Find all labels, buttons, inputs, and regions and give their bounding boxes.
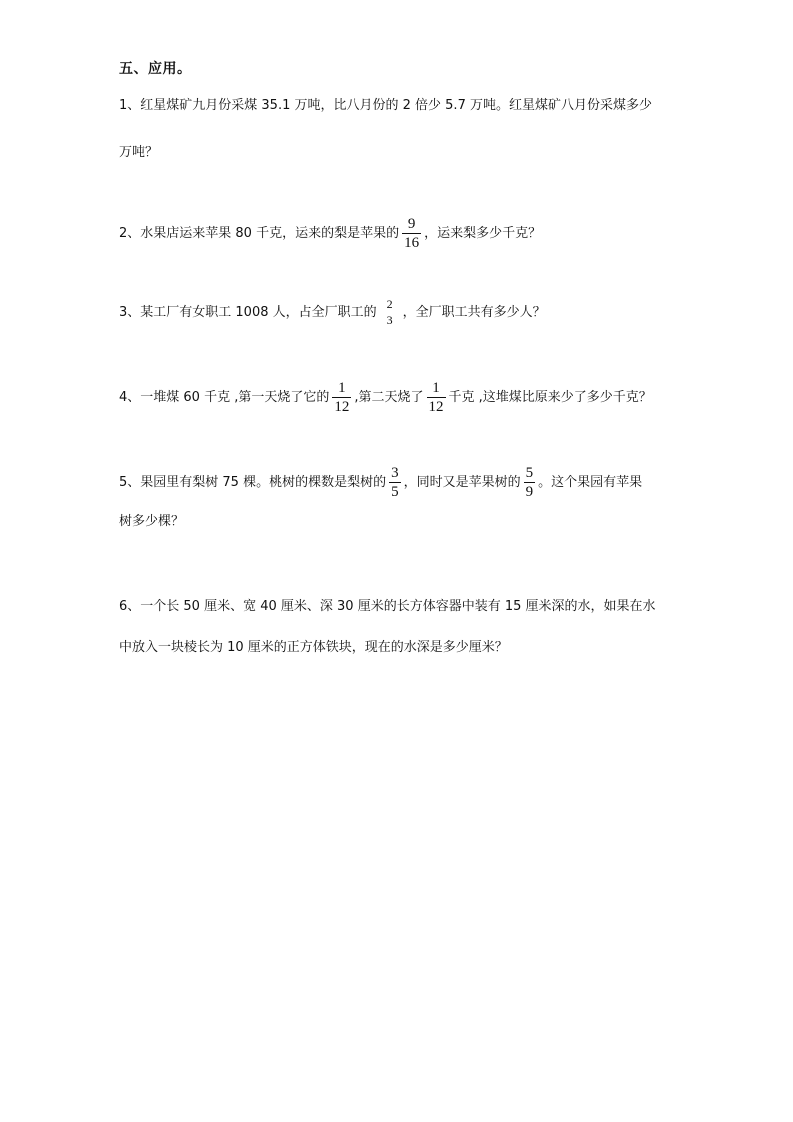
problem-number: 4、	[119, 389, 141, 405]
fraction	[402, 216, 421, 251]
fraction-denominator: 12	[334, 399, 350, 415]
fraction-numerator: 5	[525, 465, 534, 481]
problem-text: ,第二天烧了	[354, 389, 424, 405]
problem-text: 千克 ,这堆煤比原来少了多少千克？	[448, 389, 652, 405]
fraction-numerator: 1	[432, 380, 440, 396]
section-title: 五、应用。	[119, 61, 192, 77]
problem-3	[119, 298, 546, 327]
problem-text: 万吨？	[119, 145, 159, 160]
fraction	[524, 465, 536, 500]
problem-text: 果园里有梨树 75 棵。桃树的棵数是梨树的	[140, 474, 387, 490]
problem-text: ，全厂职工共有多少人？	[402, 304, 546, 320]
problem-number: 3、	[119, 304, 141, 320]
problem-number: 1、	[119, 98, 141, 113]
problem-text: 水果店运来苹果 80 千克，运来的梨是苹果的	[140, 225, 400, 241]
problem-text: 。这个果园有苹果	[538, 474, 643, 490]
problem-text: ，同时又是苹果树的	[403, 474, 521, 490]
problem-text: ，运来梨多少千克？	[424, 225, 542, 241]
problem-2	[119, 216, 541, 251]
fraction	[385, 298, 395, 327]
fraction-bar	[389, 482, 401, 483]
fraction-bar	[427, 397, 446, 398]
problem-5-line-2	[119, 514, 184, 530]
fraction-denominator: 3	[386, 313, 393, 327]
problem-6-line-1	[119, 599, 656, 615]
problem-6-line-2	[119, 640, 508, 656]
fraction-denominator: 16	[404, 235, 420, 251]
fraction-denominator: 9	[525, 484, 534, 500]
problem-number: 5、	[119, 474, 141, 490]
fraction-denominator: 12	[428, 399, 444, 415]
problem-number: 6、	[119, 599, 141, 614]
fraction-numerator: 9	[407, 216, 416, 232]
problem-text: 一个长 50 厘米、宽 40 厘米、深 30 厘米的长方体容器中装有 15 厘米深的水，如果在水	[140, 599, 656, 614]
fraction-numerator: 1	[338, 380, 346, 396]
problem-number: 2、	[119, 225, 141, 241]
fraction-numerator: 2	[386, 297, 393, 311]
fraction-bar	[524, 482, 536, 483]
fraction-bar	[402, 233, 421, 234]
fraction	[332, 380, 351, 415]
fraction-numerator: 3	[391, 465, 399, 481]
problem-4	[119, 380, 652, 415]
problem-text: 红星煤矿九月份采煤 35.1 万吨，比八月份的 2 倍少 5.7 万吨。红星煤矿八月份采煤多少	[140, 98, 652, 113]
problem-text: 中放入一块棱长为 10 厘米的正方体铁块，现在的水深是多少厘米？	[119, 640, 508, 655]
fraction	[427, 380, 446, 415]
fraction-denominator: 5	[391, 484, 399, 500]
problem-5-line-1	[119, 465, 642, 500]
problem-1-line-1	[119, 98, 652, 114]
fraction	[389, 465, 401, 500]
problem-text: 树多少棵？	[119, 514, 185, 529]
fraction-bar	[332, 397, 351, 398]
problem-1-line-2	[119, 145, 158, 161]
problem-text: 一堆煤 60 千克 ,第一天烧了它的	[140, 389, 330, 405]
problem-text: 某工厂有女职工 1008 人，占全厂职工的	[140, 304, 377, 320]
